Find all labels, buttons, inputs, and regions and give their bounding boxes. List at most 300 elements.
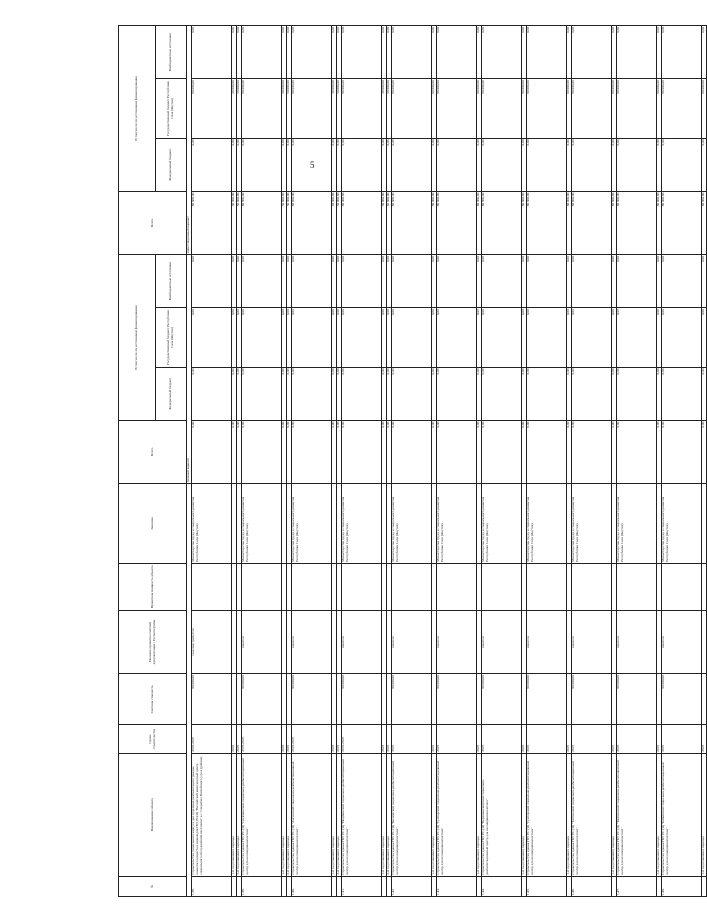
invest-value: 0,00 bbox=[337, 26, 342, 79]
base-value: 0,00 bbox=[332, 420, 337, 483]
docs-status: имеется bbox=[292, 610, 332, 673]
term: 2019 bbox=[337, 725, 342, 754]
base-value: 0,00 bbox=[702, 367, 707, 420]
base-value: 0,00 bbox=[382, 420, 387, 483]
invest-value: 80 000,00 bbox=[612, 79, 617, 138]
invest-value: 0,00 bbox=[662, 138, 702, 191]
base-value: 0,00 bbox=[232, 420, 237, 483]
invest-value: 0,00 bbox=[527, 138, 567, 191]
table-row bbox=[392, 26, 432, 897]
invest-value: 0,00 bbox=[702, 138, 707, 191]
term: 2019 bbox=[482, 725, 522, 754]
object-name: Строительство здания ГБУ РС (Я) "Вилюйский социально-реабилитационный центр для несовершеннолетних" bbox=[392, 753, 432, 876]
invest-value: 80 000,00 bbox=[437, 79, 477, 138]
invest-value: 50 000,00 bbox=[237, 79, 242, 138]
capacity bbox=[617, 563, 657, 610]
header-federal-invest: Федеральный бюджет bbox=[156, 138, 187, 191]
object-name: Строительство здания ГБУ РС (Я) "Сунтарский социально-реабилитационный центр для несовершеннолетних" bbox=[527, 753, 567, 876]
capacity bbox=[702, 563, 707, 610]
object-name: Строительство здания ГБУ РС (Я) "Нюрбинский социально-реабилитационный центр для несовершеннолетних" bbox=[342, 753, 382, 876]
invest-value: 0,00 bbox=[337, 138, 342, 191]
term: 2018-2019 bbox=[342, 725, 382, 754]
table-row bbox=[242, 26, 282, 897]
table-row bbox=[482, 26, 522, 897]
base-value: 0,00 bbox=[572, 420, 612, 483]
invest-value: 80 000,00 bbox=[392, 79, 432, 138]
capacity bbox=[437, 563, 477, 610]
invest-value: 0,00 bbox=[292, 138, 332, 191]
base-value: 0,00 bbox=[337, 367, 342, 420]
term: 2018-2019 bbox=[242, 725, 282, 754]
term: 2018-2019 bbox=[192, 725, 232, 754]
base-value: 0,00 bbox=[342, 420, 382, 483]
base-value: 0,00 bbox=[437, 308, 477, 367]
base-value: 0,00 bbox=[382, 255, 387, 308]
base-value: 0,00 bbox=[527, 367, 567, 420]
invest-value: 0,00 bbox=[332, 138, 337, 191]
object-name: 1-й год планового периода bbox=[702, 753, 707, 876]
invest-value: 0,00 bbox=[522, 26, 527, 79]
invest-value: 0,00 bbox=[332, 26, 337, 79]
base-value: 0,00 bbox=[657, 308, 662, 367]
base-value: 0,00 bbox=[657, 255, 662, 308]
base-value: 0,00 bbox=[237, 367, 242, 420]
base-value: 0,00 bbox=[612, 308, 617, 367]
base-value: 0,00 bbox=[477, 367, 482, 420]
docs-status: имеется bbox=[392, 610, 432, 673]
invest-value: 0,00 bbox=[432, 138, 437, 191]
invest-value: 80 000,00 bbox=[662, 79, 702, 138]
row-number: 1.40. bbox=[292, 876, 332, 896]
base-value: 0,00 bbox=[282, 255, 287, 308]
base-value: 0,00 bbox=[527, 420, 567, 483]
base-value: 0,00 bbox=[337, 308, 342, 367]
term: 2018 bbox=[232, 725, 237, 754]
base-value: 0,00 bbox=[237, 420, 242, 483]
invest-value: 80 000,00 bbox=[342, 191, 382, 254]
invest-value: 50 000,00 bbox=[337, 191, 342, 254]
term: 2019 bbox=[237, 725, 242, 754]
invest-value: 0,00 bbox=[567, 26, 572, 79]
invest-value: 0,00 bbox=[662, 26, 702, 79]
object-name: 1-й год планового периода bbox=[232, 753, 237, 876]
invest-value: 80 000,00 bbox=[522, 79, 527, 138]
base-value: 0,00 bbox=[522, 367, 527, 420]
customer: Министерство труда и социального развития Республики Саха (Якутия) bbox=[527, 484, 567, 564]
object-name: Строительство здания ГБУ РС (Я) "Таттинский социально-реабилитационный центр для несовершеннолетних" bbox=[572, 753, 612, 876]
estimate: 80 000,00 bbox=[617, 674, 657, 725]
row-number bbox=[702, 876, 707, 896]
base-value: 0,00 bbox=[237, 308, 242, 367]
invest-value: 0,00 bbox=[657, 26, 662, 79]
invest-value: 0,00 bbox=[477, 138, 482, 191]
invest-value: 0,00 bbox=[612, 138, 617, 191]
invest-value: 80 000,00 bbox=[437, 191, 477, 254]
invest-value: 30 000,00 bbox=[282, 79, 287, 138]
base-value: 0,00 bbox=[482, 308, 522, 367]
customer: Министерство труда и социального развития Республики Саха (Якутия) bbox=[572, 484, 612, 564]
object-name: Строительство здания ГБУ РС (Я) "Кобяйский социально-реабилитационный центр для несовершеннолетних" bbox=[662, 753, 702, 876]
customer: Министерство труда и социального развития Республики Саха (Якутия) bbox=[392, 484, 432, 564]
row-number: 1.48. bbox=[662, 876, 702, 896]
term: 2019 bbox=[527, 725, 567, 754]
base-value: 0,00 bbox=[572, 308, 612, 367]
invest-value: 0,00 bbox=[437, 138, 477, 191]
estimate: 80 000,00 bbox=[527, 674, 567, 725]
docs-status: имеется bbox=[572, 610, 612, 673]
base-value: 0,00 bbox=[657, 367, 662, 420]
object-name: 1-й год планового периода bbox=[522, 753, 527, 876]
docs-status bbox=[702, 610, 707, 673]
base-value: 0,00 bbox=[572, 367, 612, 420]
estimate: 80 000,00 bbox=[482, 674, 522, 725]
invest-value: 80 000,00 bbox=[702, 79, 707, 138]
object-name: 1-й год планового периода bbox=[282, 753, 287, 876]
base-value: 0,00 bbox=[292, 420, 332, 483]
base-value: 0,00 bbox=[232, 367, 237, 420]
base-value: 0,00 bbox=[702, 420, 707, 483]
invest-value: 0,00 bbox=[437, 26, 477, 79]
invest-value: 0,00 bbox=[482, 138, 522, 191]
base-value: 0,00 bbox=[232, 255, 237, 308]
docs-status: имеется bbox=[242, 610, 282, 673]
header-term: Сроки строительства bbox=[119, 725, 187, 754]
invest-value: 0,00 bbox=[232, 138, 237, 191]
base-value: 0,00 bbox=[332, 255, 337, 308]
base-value: 0,00 bbox=[242, 308, 282, 367]
object-name: Строительство здания ГБУ РС (Я) "Амгинский социально-реабилитационный центр для несовершеннолетних" bbox=[292, 753, 332, 876]
header-customer: Заказчик bbox=[119, 484, 187, 564]
base-value: 0,00 bbox=[237, 255, 242, 308]
base-value: 0,00 bbox=[522, 420, 527, 483]
row-number: 1.39. bbox=[242, 876, 282, 896]
header-state-base: Государственный бюджет Республики Саха (Якутия) bbox=[156, 308, 187, 367]
estimate: 80 000,00 bbox=[662, 674, 702, 725]
estimate: 80 000,00 bbox=[572, 674, 612, 725]
invest-value: 80 000,00 bbox=[482, 79, 522, 138]
term: 2019 bbox=[392, 725, 432, 754]
term: 2019 bbox=[387, 725, 392, 754]
base-value: 0,00 bbox=[702, 255, 707, 308]
estimate: 80 000,00 bbox=[392, 674, 432, 725]
capacity bbox=[192, 563, 232, 610]
row-number: 1.46. bbox=[572, 876, 612, 896]
invest-value: 0,00 bbox=[237, 138, 242, 191]
base-value: 0,00 bbox=[287, 308, 292, 367]
docs-status: имеется bbox=[437, 610, 477, 673]
object-name: 1-й год планового периода bbox=[612, 753, 617, 876]
invest-value: 0,00 bbox=[287, 26, 292, 79]
base-value: 0,00 bbox=[392, 308, 432, 367]
header-extra-invest: Внебюджетные источники bbox=[156, 26, 187, 79]
term: 2019 bbox=[287, 725, 292, 754]
base-value: 0,00 bbox=[342, 255, 382, 308]
object-name: 1-й год планового периода bbox=[432, 753, 437, 876]
base-value: 0,00 bbox=[522, 308, 527, 367]
invest-value: 30 000,00 bbox=[332, 191, 337, 254]
invest-value: 0,00 bbox=[482, 26, 522, 79]
base-value: 0,00 bbox=[437, 255, 477, 308]
term: 2019 bbox=[612, 725, 617, 754]
base-value: 0,00 bbox=[482, 420, 522, 483]
invest-value: 50 000,00 bbox=[237, 191, 242, 254]
term: 2019 bbox=[522, 725, 527, 754]
base-value: 0,00 bbox=[392, 367, 432, 420]
base-value: 0,00 bbox=[477, 420, 482, 483]
docs-status: имеется bbox=[342, 610, 382, 673]
base-value: 0,00 bbox=[242, 420, 282, 483]
header-docs: Наличие проектно-сметной документации / Госэкспертизы bbox=[119, 610, 187, 673]
base-value: 0,00 bbox=[432, 308, 437, 367]
table-row bbox=[527, 26, 567, 897]
base-value: 0,00 bbox=[527, 308, 567, 367]
header-extra-base: Внебюджетные источники bbox=[156, 255, 187, 308]
base-value: 0,00 bbox=[477, 255, 482, 308]
term: 2019 bbox=[662, 725, 702, 754]
base-value: 0,00 bbox=[567, 420, 572, 483]
object-name: 1-й год планового периода bbox=[382, 753, 387, 876]
base-value: 0,00 bbox=[567, 255, 572, 308]
docs-status: имеется bbox=[482, 610, 522, 673]
invest-value: 80 000,00 bbox=[432, 79, 437, 138]
invest-value: 50 000,00 bbox=[287, 79, 292, 138]
invest-value: 0,00 bbox=[572, 138, 612, 191]
base-value: 0,00 bbox=[437, 420, 477, 483]
base-value: 0,00 bbox=[657, 420, 662, 483]
base-value: 0,00 bbox=[477, 308, 482, 367]
base-value: 0,00 bbox=[567, 308, 572, 367]
invest-value: 80 000,00 bbox=[567, 191, 572, 254]
invest-value: 80 000,00 bbox=[527, 79, 567, 138]
base-value: 0,00 bbox=[612, 420, 617, 483]
invest-value: 0,00 bbox=[192, 26, 232, 79]
base-value: 0,00 bbox=[617, 367, 657, 420]
table-body bbox=[192, 26, 707, 897]
docs-status: имеется bbox=[617, 610, 657, 673]
invest-value: 30 000,00 bbox=[232, 191, 237, 254]
invest-value: 80 000,00 bbox=[432, 191, 437, 254]
invest-value: 30 000,00 bbox=[282, 191, 287, 254]
customer: Министерство труда и социального развития Республики Саха (Якутия) bbox=[482, 484, 522, 564]
invest-value: 0,00 bbox=[702, 26, 707, 79]
estimate: 80 000,00 bbox=[342, 674, 382, 725]
base-value: 0,00 bbox=[662, 420, 702, 483]
invest-value: 0,00 bbox=[237, 26, 242, 79]
base-value: 0,00 bbox=[337, 420, 342, 483]
invest-value: 80 000,00 bbox=[572, 191, 612, 254]
base-value: 0,00 bbox=[567, 367, 572, 420]
object-name: 2-й год планового периода bbox=[337, 753, 342, 876]
invest-value: 0,00 bbox=[432, 26, 437, 79]
invest-value: 0,00 bbox=[342, 138, 382, 191]
invest-value: 0,00 bbox=[392, 138, 432, 191]
customer: Министерство труда и социального развития Республики Саха (Якутия) bbox=[242, 484, 282, 564]
variant-base-label: базовый вариант bbox=[187, 255, 192, 484]
invest-value: 50 000,00 bbox=[337, 79, 342, 138]
base-value: 0,00 bbox=[612, 367, 617, 420]
invest-value: 80 000,00 bbox=[662, 191, 702, 254]
invest-value: 0,00 bbox=[342, 26, 382, 79]
object-name: 1-й год планового периода bbox=[477, 753, 482, 876]
table-row bbox=[617, 26, 657, 897]
customer: Министерство труда и социального развития Республики Саха (Якутия) bbox=[662, 484, 702, 564]
invest-value: 0,00 bbox=[387, 26, 392, 79]
variant-invest-label: инвестиционный вариант bbox=[187, 26, 192, 255]
base-value: 0,00 bbox=[392, 255, 432, 308]
invest-value: 80 000,00 bbox=[477, 79, 482, 138]
customer: Министерство труда и социального развития Республики Саха (Якутия) bbox=[437, 484, 477, 564]
base-value: 0,00 bbox=[282, 367, 287, 420]
header-total-base: Всего bbox=[119, 420, 187, 483]
invest-value: 0,00 bbox=[382, 138, 387, 191]
header-no: № bbox=[119, 876, 187, 896]
invest-value: 80 000,00 bbox=[192, 191, 232, 254]
base-value: 0,00 bbox=[292, 308, 332, 367]
row-number: 1.47. bbox=[617, 876, 657, 896]
invest-value: 80 000,00 bbox=[612, 191, 617, 254]
object-name: 1-й год планового периода bbox=[332, 753, 337, 876]
capacity bbox=[527, 563, 567, 610]
term: 2019 bbox=[437, 725, 477, 754]
estimate: 80 000,00 bbox=[292, 674, 332, 725]
capacity bbox=[292, 563, 332, 610]
customer: Министерство труда и социального развития Республики Саха (Якутия) bbox=[192, 484, 232, 564]
base-value: 0,00 bbox=[437, 367, 477, 420]
base-value: 0,00 bbox=[432, 420, 437, 483]
invest-value: 0,00 bbox=[232, 26, 237, 79]
invest-value: 50 000,00 bbox=[387, 191, 392, 254]
table-row bbox=[662, 26, 702, 897]
capacity bbox=[392, 563, 432, 610]
header-sources-invest: В том числе по источникам финансирования bbox=[119, 26, 156, 192]
table-row bbox=[702, 26, 707, 897]
term: 2019 bbox=[617, 725, 657, 754]
base-value: 0,00 bbox=[387, 308, 392, 367]
invest-value: 30 000,00 bbox=[332, 79, 337, 138]
base-value: 0,00 bbox=[662, 367, 702, 420]
base-value: 0,00 bbox=[292, 255, 332, 308]
header-capacity: Проектная мощность объекта bbox=[119, 563, 187, 610]
capacity bbox=[242, 563, 282, 610]
invest-value: 0,00 bbox=[382, 26, 387, 79]
invest-value: 0,00 bbox=[657, 138, 662, 191]
object-name: 2-й год планового периода bbox=[237, 753, 242, 876]
base-value: 0,00 bbox=[192, 308, 232, 367]
object-name: Строительство здания ГБУ РС (Я) "Верхневилюйский социально-реабилитационный центр для несовершеннолетних" bbox=[482, 753, 522, 876]
docs-status: имеется bbox=[527, 610, 567, 673]
invest-value: 30 000,00 bbox=[232, 79, 237, 138]
invest-value: 80 000,00 bbox=[242, 191, 282, 254]
term: 2019 bbox=[702, 725, 707, 754]
invest-value: 80 000,00 bbox=[192, 79, 232, 138]
base-value: 0,00 bbox=[662, 255, 702, 308]
invest-value: 0,00 bbox=[617, 26, 657, 79]
object-name: 2-й год планового периода bbox=[387, 753, 392, 876]
invest-value: 0,00 bbox=[282, 26, 287, 79]
invest-value: 0,00 bbox=[192, 138, 232, 191]
capacity bbox=[572, 563, 612, 610]
invest-value: 0,00 bbox=[392, 26, 432, 79]
table-row bbox=[192, 26, 232, 897]
docs-status: сельские требуется bbox=[192, 610, 232, 673]
term: 2018 bbox=[382, 725, 387, 754]
base-value: 0,00 bbox=[527, 255, 567, 308]
table-row bbox=[342, 26, 382, 897]
invest-value: 0,00 bbox=[527, 26, 567, 79]
customer bbox=[702, 484, 707, 564]
capacity bbox=[482, 563, 522, 610]
base-value: 0,00 bbox=[662, 308, 702, 367]
base-value: 0,00 bbox=[337, 255, 342, 308]
base-value: 0,00 bbox=[282, 420, 287, 483]
invest-value: 30 000,00 bbox=[382, 79, 387, 138]
base-value: 0,00 bbox=[522, 255, 527, 308]
invest-value: 80 000,00 bbox=[292, 79, 332, 138]
base-value: 0,00 bbox=[192, 367, 232, 420]
base-value: 0,00 bbox=[287, 420, 292, 483]
object-name: Строительство социального корпуса для отделения реабилитации граждан пожилого возраста и инвалидов ГБУ РС(Я) "Вилюйский комплексный центр социального обслуживания населения" в с. Сыдыбыл Вилюйского улуса (района) bbox=[192, 753, 232, 876]
base-value: 0,00 bbox=[387, 255, 392, 308]
invest-value: 80 000,00 bbox=[572, 79, 612, 138]
customer: Министерство труда и социального развития Республики Саха (Якутия) bbox=[617, 484, 657, 564]
base-value: 0,00 bbox=[332, 367, 337, 420]
page-number: 5 bbox=[310, 160, 315, 170]
row-number: 1.42. bbox=[392, 876, 432, 896]
object-name: 1-й год планового периода bbox=[567, 753, 572, 876]
estimate: 80 000,00 bbox=[242, 674, 282, 725]
header-federal-base: Федеральный бюджет bbox=[156, 367, 187, 420]
row-number: 1.38. bbox=[192, 876, 232, 896]
base-value: 0,00 bbox=[332, 308, 337, 367]
invest-value: 80 000,00 bbox=[482, 191, 522, 254]
invest-value: 0,00 bbox=[572, 26, 612, 79]
base-value: 0,00 bbox=[292, 367, 332, 420]
invest-value: 80 000,00 bbox=[617, 79, 657, 138]
base-value: 0,00 bbox=[482, 255, 522, 308]
base-value: 0,00 bbox=[192, 420, 232, 483]
invest-value: 80 000,00 bbox=[242, 79, 282, 138]
base-value: 0,00 bbox=[232, 308, 237, 367]
term: 2019 bbox=[572, 725, 612, 754]
estimate: 80 000,00 bbox=[437, 674, 477, 725]
docs-status: имеется bbox=[662, 610, 702, 673]
base-value: 0,00 bbox=[342, 367, 382, 420]
invest-value: 0,00 bbox=[242, 138, 282, 191]
invest-value: 0,00 bbox=[477, 26, 482, 79]
base-value: 0,00 bbox=[382, 367, 387, 420]
invest-value: 30 000,00 bbox=[382, 191, 387, 254]
financing-table bbox=[118, 25, 707, 897]
row-number: 1.43. bbox=[437, 876, 477, 896]
term: 2018 bbox=[332, 725, 337, 754]
invest-value: 80 000,00 bbox=[522, 191, 527, 254]
invest-value: 80 000,00 bbox=[617, 191, 657, 254]
invest-value: 0,00 bbox=[522, 138, 527, 191]
row-number: 1.41. bbox=[342, 876, 382, 896]
base-value: 0,00 bbox=[382, 308, 387, 367]
invest-value: 80 000,00 bbox=[527, 191, 567, 254]
term: 2019 bbox=[657, 725, 662, 754]
invest-value: 0,00 bbox=[567, 138, 572, 191]
base-value: 0,00 bbox=[242, 255, 282, 308]
invest-value: 50 000,00 bbox=[387, 79, 392, 138]
table-row bbox=[572, 26, 612, 897]
base-value: 0,00 bbox=[387, 420, 392, 483]
table-row bbox=[292, 26, 332, 897]
base-value: 0,00 bbox=[287, 367, 292, 420]
invest-value: 80 000,00 bbox=[657, 79, 662, 138]
invest-value: 80 000,00 bbox=[657, 191, 662, 254]
